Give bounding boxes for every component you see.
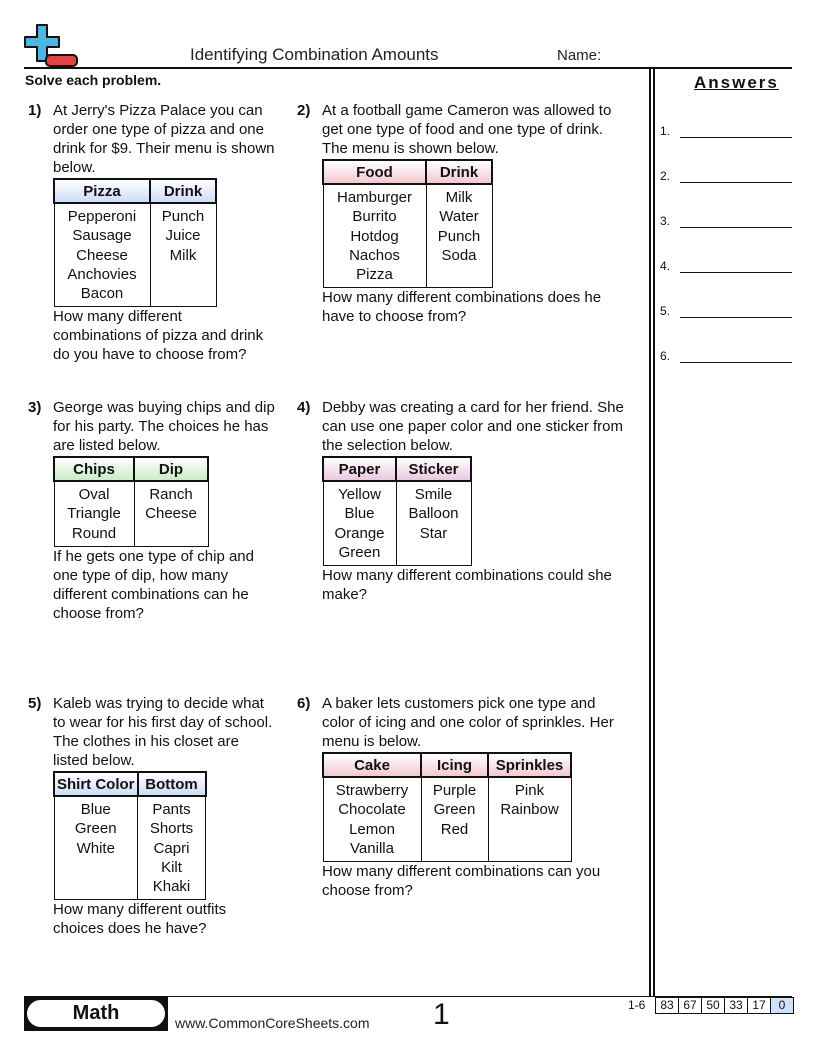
score-cell: 33 bbox=[725, 997, 748, 1014]
problem-question: How many different combinations can you choose from? bbox=[322, 863, 601, 900]
answer-column-divider bbox=[653, 68, 655, 997]
problem-text: A baker lets customers pick one type and color of icing and one color of sprinkles. Her menu is below. bbox=[322, 695, 614, 750]
score-cell: 67 bbox=[679, 997, 702, 1014]
problem-number: 3) bbox=[28, 399, 42, 416]
column-items: Punch Juice Milk bbox=[150, 203, 216, 307]
column-items: Strawberry Chocolate Lemon Vanilla bbox=[323, 777, 421, 862]
problem-question: How many different combinations of pizza and drink do you have to choose from? bbox=[53, 308, 264, 364]
subject-badge bbox=[24, 996, 168, 1031]
column-items: Purple Green Red bbox=[421, 777, 488, 862]
column-header: Icing bbox=[421, 753, 488, 777]
answer-number: 5. bbox=[660, 304, 671, 318]
answer-blank[interactable] bbox=[680, 351, 792, 363]
answers-heading: Answers bbox=[694, 73, 779, 92]
problem-range: 1-6 bbox=[628, 998, 646, 1012]
plus-minus-logo-icon bbox=[24, 24, 80, 68]
problem-text: At a football game Cameron was allowed to get one type of food and one type of drink. The menu is shown below. bbox=[322, 102, 612, 157]
subject-label: Math bbox=[27, 1000, 165, 1027]
problem-text: At Jerry's Pizza Palace you can order one type of pizza and one drink for $9. Their menu is shown below. bbox=[53, 102, 275, 176]
column-items: Pepperoni Sausage Cheese Anchovies Bacon bbox=[54, 203, 150, 307]
problem-question: How many different combinations could she make? bbox=[322, 567, 612, 604]
score-cell: 0 bbox=[771, 997, 794, 1014]
problem-number: 5) bbox=[28, 695, 42, 712]
answer-line-3[interactable] bbox=[660, 214, 792, 228]
column-header: Cake bbox=[323, 753, 421, 777]
answer-blank[interactable] bbox=[680, 171, 792, 183]
website-link[interactable]: www.CommonCoreSheets.com bbox=[175, 1015, 370, 1031]
menu-table bbox=[322, 159, 493, 288]
column-items: Blue Green White bbox=[54, 796, 138, 900]
answer-number: 4. bbox=[660, 259, 671, 273]
column-items: Milk Water Punch Soda bbox=[426, 184, 492, 288]
problem-number: 2) bbox=[297, 102, 311, 119]
score-cell: 83 bbox=[656, 997, 679, 1014]
column-header: Drink bbox=[426, 160, 492, 184]
column-header: Bottom bbox=[138, 772, 206, 796]
answer-number: 3. bbox=[660, 214, 671, 228]
answer-line-6[interactable] bbox=[660, 349, 792, 363]
answer-line-1[interactable] bbox=[660, 124, 792, 138]
answer-blank[interactable] bbox=[680, 126, 792, 138]
answer-column-divider bbox=[649, 68, 651, 997]
column-items: Oval Triangle Round bbox=[54, 481, 134, 546]
answer-line-4[interactable] bbox=[660, 259, 792, 273]
problem-text: George was buying chips and dip for his party. The choices he has are listed below. bbox=[53, 399, 275, 454]
column-items: Pants Shorts Capri Kilt Khaki bbox=[138, 796, 206, 900]
menu-table bbox=[53, 178, 217, 307]
problem-question: How many different outfits choices does he have? bbox=[53, 901, 227, 938]
name-label: Name: bbox=[557, 47, 602, 64]
menu-table bbox=[322, 752, 572, 862]
worksheet-title: Identifying Combination Amounts bbox=[190, 45, 439, 64]
column-items: Yellow Blue Orange Green bbox=[323, 481, 396, 566]
column-header: Pizza bbox=[54, 179, 150, 203]
problem-question: How many different combinations does he have to choose from? bbox=[322, 289, 602, 326]
column-header: Food bbox=[323, 160, 426, 184]
header-divider bbox=[24, 67, 792, 69]
column-header: Sprinkles bbox=[488, 753, 571, 777]
score-cell: 17 bbox=[748, 997, 771, 1014]
page-number: 1 bbox=[433, 998, 450, 1031]
answer-number: 2. bbox=[660, 169, 671, 183]
answer-number: 1. bbox=[660, 124, 671, 138]
column-items: Ranch Cheese bbox=[134, 481, 208, 546]
answer-blank[interactable] bbox=[680, 306, 792, 318]
answer-blank[interactable] bbox=[680, 216, 792, 228]
column-header: Sticker bbox=[396, 457, 471, 481]
column-header: Paper bbox=[323, 457, 396, 481]
column-header: Drink bbox=[150, 179, 216, 203]
problem-number: 6) bbox=[297, 695, 311, 712]
menu-table bbox=[53, 456, 209, 547]
problem-number: 1) bbox=[28, 102, 42, 119]
column-items: Smile Balloon Star bbox=[396, 481, 471, 566]
score-cell: 50 bbox=[702, 997, 725, 1014]
column-header: Chips bbox=[54, 457, 134, 481]
menu-table bbox=[322, 456, 472, 566]
problem-text: Kaleb was trying to decide what to wear for his first day of school. The clothes in his closet are listed below. bbox=[53, 695, 273, 769]
answer-blank[interactable] bbox=[680, 261, 792, 273]
column-header: Shirt Color bbox=[54, 772, 138, 796]
answer-line-5[interactable] bbox=[660, 304, 792, 318]
answer-number: 6. bbox=[660, 349, 671, 363]
answer-line-2[interactable] bbox=[660, 169, 792, 183]
column-header: Dip bbox=[134, 457, 208, 481]
problem-question: If he gets one type of chip and one type of dip, how many different combinations can he choose from? bbox=[53, 547, 254, 622]
menu-table bbox=[53, 771, 207, 900]
problem-number: 4) bbox=[297, 399, 311, 416]
column-items: Hamburger Burrito Hotdog Nachos Pizza bbox=[323, 184, 426, 288]
instructions: Solve each problem. bbox=[25, 72, 162, 88]
column-items: Pink Rainbow bbox=[488, 777, 571, 862]
score-table bbox=[655, 997, 794, 1014]
problem-text: Debby was creating a card for her friend. She can use one paper color and one sticker from the selection below. bbox=[322, 399, 624, 454]
